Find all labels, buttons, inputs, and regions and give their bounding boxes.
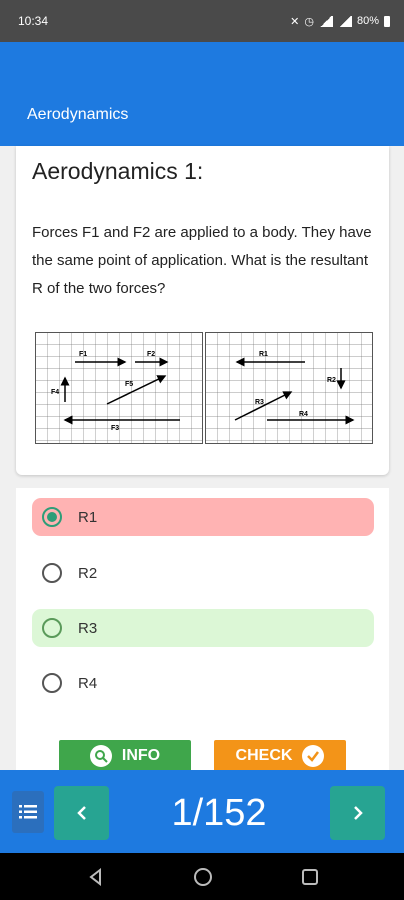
status-time: 10:34: [18, 14, 49, 28]
mute-icon: ✕: [290, 15, 300, 28]
recents-square-icon: [301, 868, 319, 886]
question-counter: 1/152: [171, 791, 267, 834]
check-button[interactable]: [214, 740, 346, 772]
app-bar: [0, 42, 404, 146]
home-circle-icon: [193, 867, 213, 887]
label-f2: F2: [147, 351, 156, 358]
chevron-left-icon: [76, 805, 88, 821]
radio-selected-icon[interactable]: [42, 507, 62, 527]
question-text: Forces F1 and F2 are applied to a body. They have the same point of application. What is the resultant R of the two forces?: [32, 224, 372, 297]
option-label: R2: [78, 564, 98, 582]
option-label: R4: [78, 674, 98, 692]
back-triangle-icon: [87, 868, 105, 886]
label-f1: F1: [79, 351, 88, 358]
home-system-button[interactable]: [191, 865, 215, 889]
info-label: INFO: [121, 747, 161, 764]
option-r3[interactable]: [32, 609, 374, 647]
option-r2[interactable]: [32, 554, 374, 592]
question-card: [16, 146, 389, 475]
option-r4[interactable]: [32, 664, 374, 702]
option-label: R3: [78, 619, 98, 637]
previous-button[interactable]: [54, 786, 109, 840]
check-badge-icon: [302, 745, 324, 767]
search-doc-icon: [90, 745, 112, 767]
recents-system-button[interactable]: [298, 865, 322, 889]
system-nav-bar: [0, 853, 404, 900]
list-icon: [19, 805, 37, 819]
status-icons: [290, 15, 390, 28]
label-r2: R2: [327, 377, 336, 384]
info-button[interactable]: [59, 740, 191, 772]
radio-icon[interactable]: [42, 673, 62, 693]
label-f5: F5: [125, 381, 134, 388]
label-r3: R3: [255, 399, 264, 406]
signal-icon-2: [338, 16, 352, 27]
radio-icon[interactable]: [42, 618, 62, 638]
back-system-button[interactable]: [84, 865, 108, 889]
resultants-diagram: [205, 332, 373, 444]
chevron-right-icon: [352, 805, 364, 821]
next-button[interactable]: [330, 786, 385, 840]
label-f4: F4: [51, 389, 60, 396]
question-title: Aerodynamics 1:: [32, 158, 204, 184]
label-r1: R1: [259, 351, 268, 358]
option-label: R1: [78, 508, 98, 526]
bottom-nav-bar: [0, 770, 404, 853]
radio-icon[interactable]: [42, 563, 62, 583]
list-button[interactable]: [12, 791, 44, 833]
status-bar: [0, 0, 404, 42]
battery-percent: 80%: [356, 15, 379, 27]
option-r1[interactable]: [32, 498, 374, 536]
battery-icon: [384, 16, 390, 27]
signal-icon: [319, 16, 333, 27]
check-label: CHECK: [235, 747, 293, 764]
alarm-icon: ◷: [304, 15, 314, 28]
label-r4: R4: [299, 411, 308, 418]
forces-diagram: [35, 332, 203, 444]
label-f3: F3: [111, 425, 120, 432]
app-title: Aerodynamics: [27, 106, 129, 123]
